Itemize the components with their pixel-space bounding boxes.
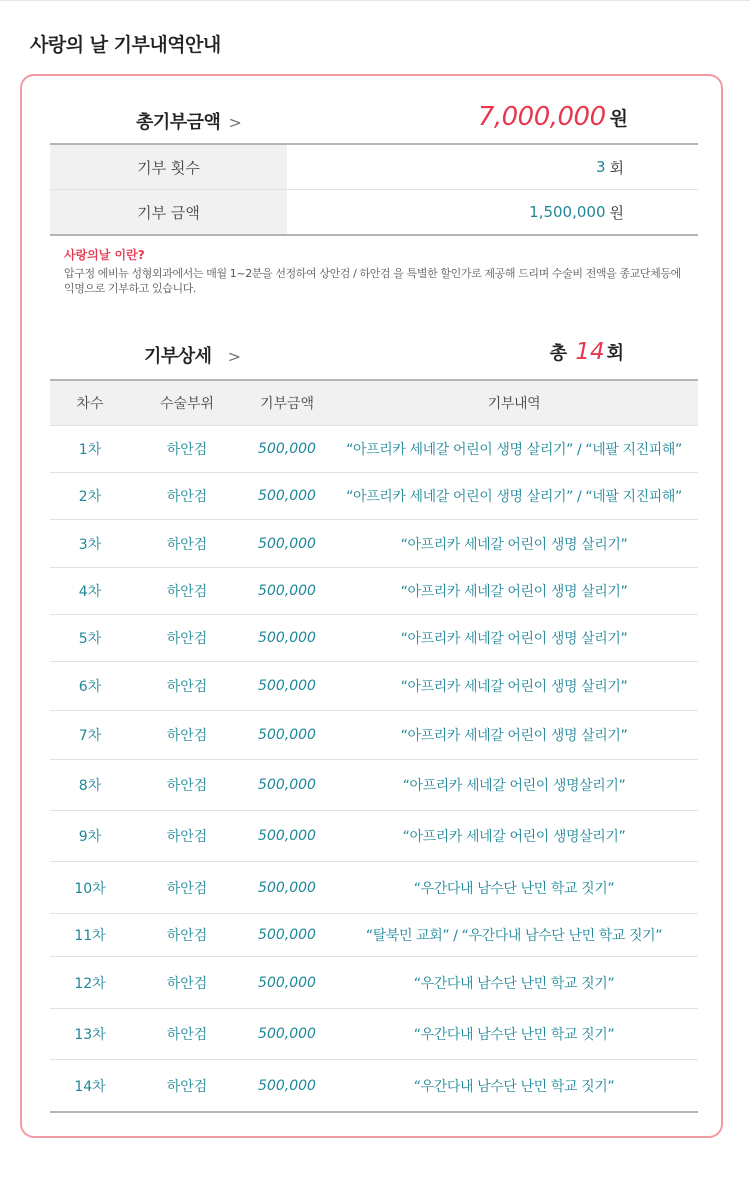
cell-round: 12차 [74,975,106,992]
column-header-round: 차수 [76,396,104,412]
total-amount-unit: 원 [609,108,628,130]
cell-round: 8차 [78,778,102,794]
table-row [50,661,698,710]
cell-amount: 500,000 [258,777,316,793]
cell-area: 하안검 [166,778,208,794]
table-row [50,567,698,614]
cell-round: 5차 [78,631,102,647]
cell-round: 10차 [74,880,106,897]
cell-area: 하안검 [166,728,208,744]
table-row [50,614,698,661]
cell-amount: 500,000 [258,1026,316,1042]
cell-area: 하안검 [166,928,208,944]
cell-description: “아프리카 세네갈 어린이 생명 살리기” / “네팔 지진피해” [346,489,682,505]
table-row [50,1059,698,1111]
cell-description: “아프리카 세네갈 어린이 생명 살리기” [400,536,628,553]
cell-round: 9차 [78,829,102,845]
cell-description: “우간다내 남수단 난민 학교 짓기” [413,1027,615,1043]
cell-description: “아프리카 세네갈 어린이 생명살리기” [402,829,626,845]
table-row [50,425,698,472]
summary-row-label: 기부 금액 [50,190,287,234]
table-row [50,519,698,567]
column-header-area: 수술부위 [159,396,215,412]
table-row [50,759,698,810]
donation-card [20,74,723,1138]
summary-row-value [529,190,624,234]
cell-description: “아프리카 세네갈 어린이 생명 살리기” [400,584,628,600]
cell-amount: 500,000 [258,488,316,504]
page-title: 사랑의 날 기부내역안내 [30,34,221,56]
donation-count-unit: 회 [609,158,624,177]
cell-area: 하안검 [166,631,208,647]
cell-description: “아프리카 세네갈 어린이 생명 살리기” [400,679,628,695]
cell-description: “우간다내 남수단 난민 학교 짓기” [413,1078,615,1095]
note-text: 압구정 에비뉴 성형외과에서는 매월 1~2분을 선정하여 상안검 / 하안검 을 특별한 할인가로 제공해 드리며 수술비 전액을 종교단체등에 익명으로 기부하고 있습니다. [64,267,681,295]
chevron-right-icon: > [227,347,241,366]
table-row [50,861,698,913]
cell-amount: 500,000 [258,583,316,599]
cell-description: “아프리카 세네갈 어린이 생명 살리기” / “네팔 지진피해” [346,442,682,458]
cell-area: 하안검 [166,975,208,992]
detail-total-prefix: 총 [549,343,568,364]
donation-amount-unit: 원 [609,203,624,222]
summary-header [50,100,698,144]
table-row [50,710,698,759]
table-row [50,913,698,956]
cell-area: 하안검 [166,880,208,897]
cell-round: 6차 [78,679,102,695]
top-divider [0,0,750,1]
cell-round: 4차 [78,584,102,600]
donation-detail-label: 기부상세 [144,346,212,367]
cell-amount: 500,000 [258,630,316,646]
summary-row-count [50,145,698,189]
table-row [50,1008,698,1059]
summary-table [50,143,698,236]
cell-description: “우간다내 남수단 난민 학교 짓기” [413,975,615,992]
cell-area: 하안검 [166,489,208,505]
detail-total-count: 14 [575,339,605,365]
cell-area: 하안검 [166,679,208,695]
donation-detail-table [50,379,698,1113]
summary-row-amount [50,189,698,234]
cell-area: 하안검 [166,584,208,600]
info-note [64,246,684,296]
cell-amount: 500,000 [258,828,316,844]
summary-row-label: 기부 횟수 [50,145,287,189]
detail-total [550,339,624,365]
cell-round: 7차 [78,728,102,744]
cell-description: “우간다내 남수단 난민 학교 짓기” [413,880,615,897]
donation-count: 3 [595,158,606,176]
cell-area: 하안검 [166,1078,208,1095]
total-donation-link[interactable] [136,108,241,134]
cell-round: 11차 [74,928,106,944]
total-donation-value [478,102,628,132]
column-header-description: 기부내역 [487,396,541,412]
cell-description: “아프리카 세네갈 어린이 생명 살리기” [400,631,628,647]
cell-amount: 500,000 [258,678,316,694]
cell-area: 하안검 [166,536,208,553]
column-header-amount: 기부금액 [259,396,315,412]
detail-header [50,338,698,378]
donation-detail-link[interactable] [144,342,240,368]
cell-area: 하안검 [166,829,208,845]
total-amount: 7,000,000 [477,102,606,132]
cell-round: 14차 [74,1078,106,1095]
cell-round: 3차 [78,536,102,553]
summary-row-value [596,145,624,189]
cell-area: 하안검 [166,1027,208,1043]
total-donation-label: 총기부금액 [136,112,221,133]
table-row [50,472,698,519]
cell-amount: 500,000 [258,879,316,896]
cell-description: “아프리카 세네갈 어린이 생명 살리기” [400,728,628,744]
cell-amount: 500,000 [258,974,316,991]
cell-amount: 500,000 [258,727,316,743]
cell-amount: 500,000 [258,535,316,552]
table-header-row [50,381,698,425]
note-title: 사랑의날 이란? [64,248,145,262]
cell-description: “탈북민 교회” / “우간다내 남수단 난민 학교 짓기” [365,928,663,944]
cell-round: 2차 [78,489,102,505]
detail-total-suffix: 회 [606,343,624,364]
table-row [50,956,698,1008]
cell-amount: 500,000 [258,927,316,943]
cell-area: 하안검 [166,442,208,458]
donation-amount: 1,500,000 [529,203,606,221]
cell-description: “아프리카 세네갈 어린이 생명살리기” [402,778,626,794]
cell-round: 1차 [78,442,102,458]
cell-amount: 500,000 [258,441,316,457]
table-row [50,810,698,861]
cell-round: 13차 [74,1027,106,1043]
cell-amount: 500,000 [258,1077,316,1094]
chevron-right-icon: > [228,113,242,132]
